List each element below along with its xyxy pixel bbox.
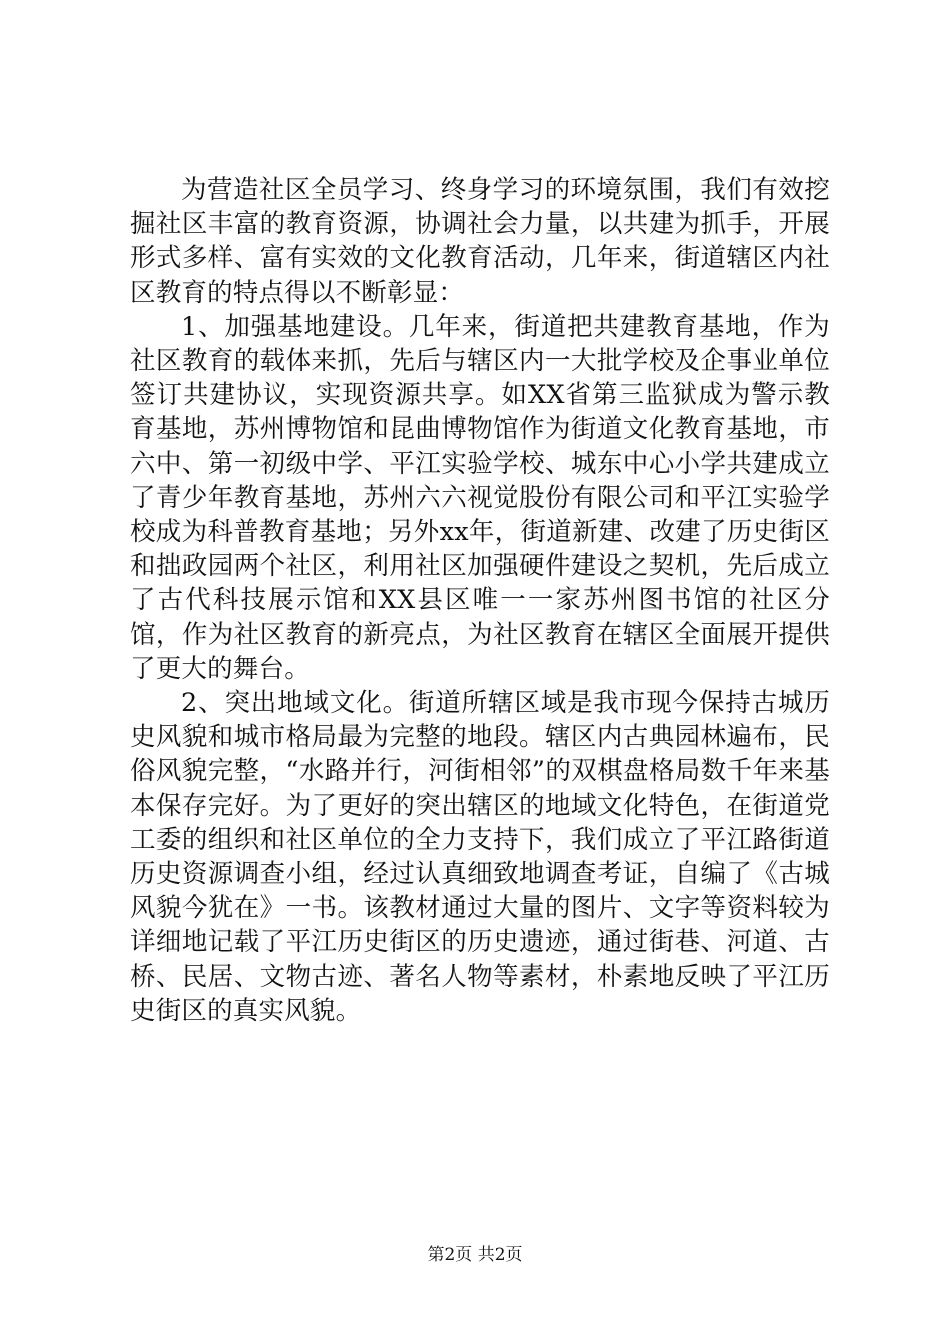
paragraph-regional-culture: 2、突出地域文化。街道所辖区域是我市现今保持古城历史风貌和城市格局最为完整的地段。辖区内古典园林遍布，民俗风貌完整，“水路并行，河街相邻”的双棋盘格局数千年来基本保存完好。为了更好的突出辖区的地域文化特色，在街道党工委的组织和社区单位的全力支持下，我们成立了平江路街道历史资源调查小组，经过认真细致地调查考证，自编了《古城风貌今犹在》一书。该教材通过大量的图片、文字等资料较为详细地记载了平江历史街区的历史遗迹，通过街巷、河道、古桥、民居、文物古迹、著名人物等素材，朴素地反映了平江历史街区的真实风貌。: [130, 688, 830, 1026]
page-number-footer: 第2页 共2页: [427, 1245, 523, 1265]
paragraph-intro: 为营造社区全员学习、终身学习的环境氛围，我们有效挖掘社区丰富的教育资源，协调社会力量，以共建为抓手，开展形式多样、富有实效的文化教育活动，几年来，街道辖区内社区教育的特点得以不断彰显：: [130, 175, 830, 308]
paragraph-base-construction: 1、加强基地建设。几年来，街道把共建教育基地，作为社区教育的载体来抓，先后与辖区内一大批学校及企事业单位签订共建协议，实现资源共享。如XX省第三监狱成为警示教育基地，苏州博物馆和昆曲博物馆作为街道文化教育基地，市六中、第一初级中学、平江实验学校、城东中心小学共建成立了青少年教育基地，苏州六六视觉股份有限公司和平江实验学校成为科普教育基地；另外xx年，街道新建、改建了历史街区和拙政园两个社区，利用社区加强硬件建设之契机，先后成立了古代科技展示馆和XX县区唯一一家苏州图书馆的社区分馆，作为社区教育的新亮点，为社区教育在辖区全面展开提供了更大的舞台。: [130, 311, 830, 684]
document-body: [130, 173, 830, 1028]
